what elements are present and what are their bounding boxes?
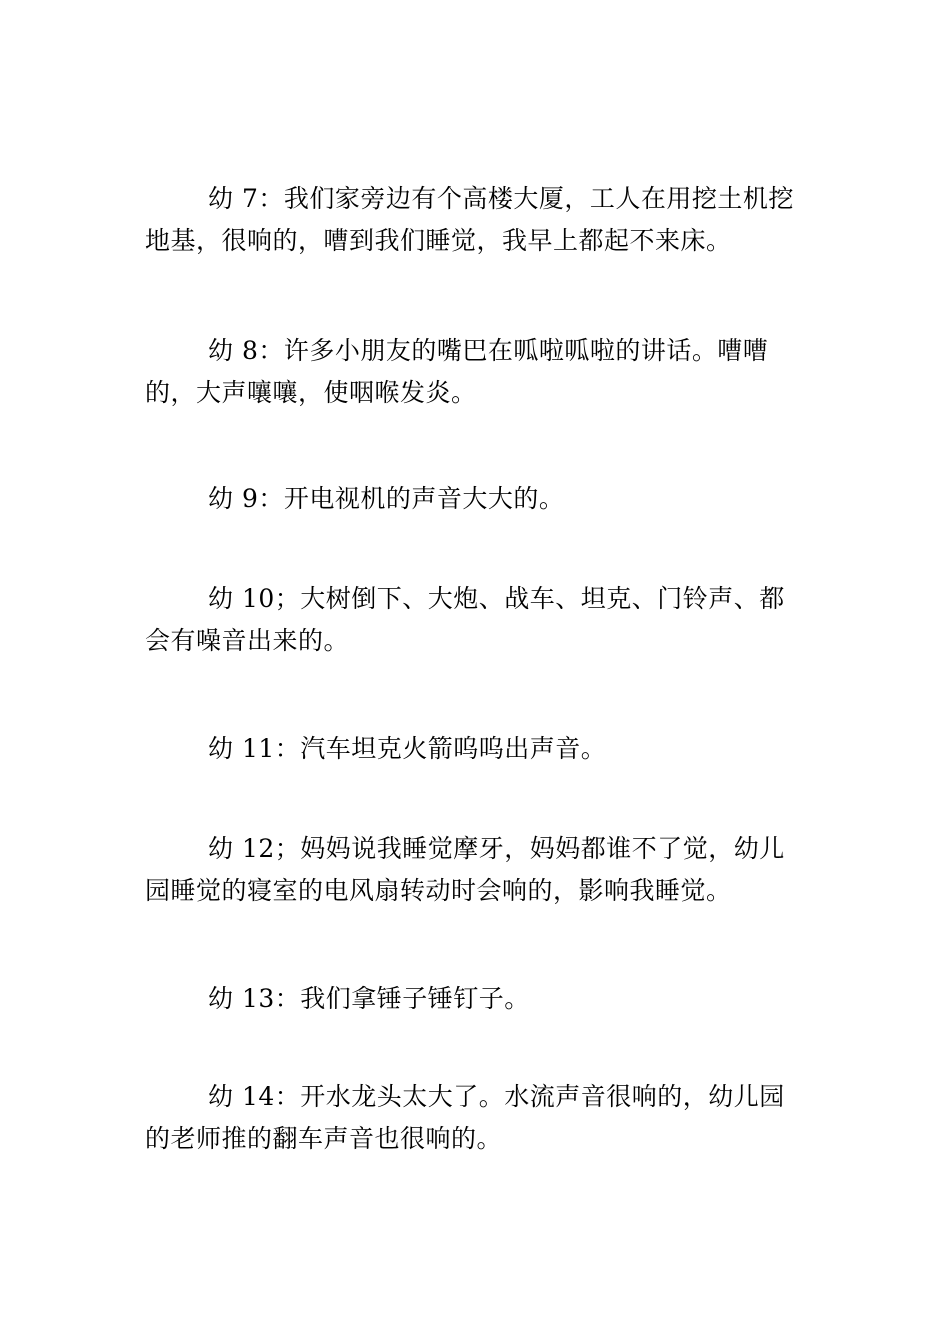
paragraph-kid-10: 幼 10；大树倒下、大炮、战车、坦克、门铃声、都会有噪音出来的。 [145,584,785,655]
paragraph-kid-12: 幼 12；妈妈说我睡觉摩牙，妈妈都谁不了觉，幼儿园睡觉的寝室的电风扇转动时会响的，影响我睡觉。 [145,834,785,905]
paragraph-kid-11: 幼 11：汽车坦克火箭呜呜出声音。 [208,734,607,763]
paragraph-kid-14: 幼 14：开水龙头太大了。水流声音很响的，幼儿园的老师推的翻车声音也很响的。 [145,1082,785,1153]
paragraph-kid-9: 幼 9：开电视机的声音大大的。 [208,484,565,513]
paragraph-kid-13: 幼 13：我们拿锤子锤钉子。 [208,984,530,1013]
paragraph-kid-8: 幼 8：许多小朋友的嘴巴在呱啦呱啦的讲话。嘈嘈的，大声嚷嚷，使咽喉发炎。 [145,336,769,407]
paragraph-kid-7: 幼 7：我们家旁边有个高楼大厦，工人在用挖土机挖地基，很响的，嘈到我们睡觉，我早上都起不来床。 [145,184,794,255]
